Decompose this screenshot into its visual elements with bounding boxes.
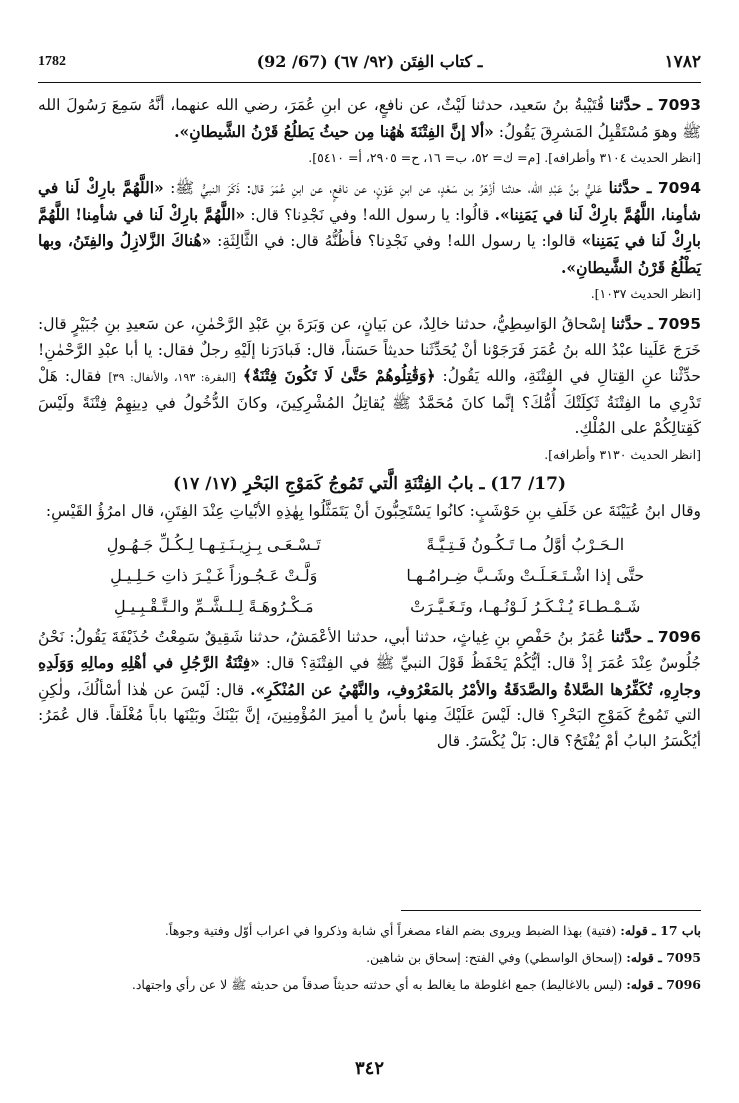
hadith-text: قُتَيْبةُ بنُ سَعيد، حدثنا لَيْثٌ، عن نافعٍ، عن ابنِ عُمَرَ، رضي الله عنهما، أنَّهُ سَمِعَ رَسُولَ الله ﷺ وهوَ مُسْتَقْبِلُ المَشرِقَ يَقُولُ: xyxy=(38,96,701,141)
hadith-text: فقال: هَلْ تَدْرِي ما الفِتْنَةُ ثَكِلَتْكَ أُمُّكَ؟ إنَّما كانَ مُحَمَّدٌ ﷺ يُقاتِلُ المُشْرِكِينَ، وكانَ الدُّخُولُ في دِينِهِمْ فِتْنَةً ولَيْسَ كَقِتالِكُمْ على المُلْكِ. xyxy=(38,367,701,437)
footnotes xyxy=(38,910,701,998)
poem-hemistich: شَـمْـطـاءَ يُـنْـكَـرُ لَـوْنُـهـا، وتَـغَـيَّـرَتْ xyxy=(410,596,641,616)
hadith-7094 xyxy=(38,175,701,281)
haddathana-label: ـ حدَّثنا xyxy=(610,626,653,646)
hadith-reference: [انظر الحديث ٣١٣٠ وأطرافه]. xyxy=(544,446,701,462)
footnote xyxy=(38,917,701,944)
quran-verse: ﴿وَقَٰتِلُوهُمْ حَتَّىٰ لَا تَكُونَ فِتْنَةٌ﴾ xyxy=(242,366,436,385)
hadith-number: 7094 xyxy=(657,179,701,197)
hadith-text: قالُوا: يا رسول الله! وفي نَجْدِنا؟ قال: xyxy=(250,205,490,224)
haddathana-label: ـ حدَّثنا xyxy=(609,95,653,114)
poem-hemistich: حتَّى إذا اشْـتَـعَـلَـتْ وشَـبَّ ضِـرامُـهـا xyxy=(406,565,645,585)
prophetic-quote: «اللَّهُمَّ بارِكْ لَنا في شأمِنا، اللَّهُمَّ بارِكْ لَنا في يَمَنِنا». xyxy=(38,178,702,224)
page-number-latin: 1782 xyxy=(38,54,66,69)
footnote-label: 7096 ـ قوله: xyxy=(626,977,701,992)
page-number-arabic: ١٧٨٢ xyxy=(664,52,701,72)
hadith-reference: [انظر الحديث ٣١٠٤ وأطرافه]. [م= ك= ٥٢، ب= ١٦، ح= ٢٩٠٥، أ= ٥٤١٠]. xyxy=(308,150,701,165)
footnote-label: 7095 ـ قوله: xyxy=(626,950,701,965)
hadith-text: إسْحاقُ الوَاسِطِيُّ، حدثنا خالِدٌ، عن بَيانٍ، عن وَبَرَةَ بنِ عَبْدِ الرَّحْمٰنِ، عن سَعيدِ بنِ جُبَيْرٍ قال: خَرَجَ عَلَينا عبْدُ الله بنُ عُمَرَ فَرَجَوْنا أنْ يُحَدِّثَنا حديثاً حَسَناً، قال: فَبادَرَنا إلَيْهِ رجلٌ فقال: يا أبا عبْدِ الرَّحْمٰنِ! حدِّثْنا عنِ القِتالِ في الفِتْنَةِ، والله يَقُولُ: xyxy=(38,315,701,385)
page-header xyxy=(38,50,701,83)
hadith-number: 7093 xyxy=(657,96,701,114)
hadith-7096 xyxy=(38,624,701,755)
footnote xyxy=(38,971,701,998)
chapter-intro: وقال ابنُ عُيَيْنَةَ عن خَلَفِ بنِ حَوْشَبٍ: كانُوا يَسْتَحِبُّونَ أنْ يَتَمَثَّلُوا بِهٰذِهِ الأبْياتِ عِنْدَ الفِتَنِ، قال امرُؤُ القَيْسِ: xyxy=(45,502,701,520)
poem-hemistich: تَـسْـعَـى بِـزِيـنَـتِـهـا لِـكُـلِّ جَـهُـولِ xyxy=(106,534,321,554)
page-footer-number: ٣٤٢ xyxy=(354,1058,384,1079)
hadith-number: 7096 xyxy=(657,627,701,646)
prophetic-quote: «اللَّهُمَّ بارِكْ لَنا في شأمِنا! اللَّهُمَّ بارِكْ لَنا في يَمَنِنا» xyxy=(38,204,701,250)
haddathana-label: ـ حدَّثنا xyxy=(611,314,653,333)
poem-hemistich: الـحَـرْبُ أوَّلُ مـا تَـكُـونُ فَـتِـيَّـةً xyxy=(426,534,625,554)
footnote xyxy=(38,944,701,971)
hadith-text: قالوا: يا رسول الله! وفي نَجْدِنا؟ فأظُنُّهُ قال: في الثَّالِثَةِ: xyxy=(217,232,576,250)
footnote-text: (ليس بالاغاليط) جمع اغلوطة ما يغالط به أي حدثته حديثاً صدقاً من حديثه ﷺ لا عن رأي واجتهاد. xyxy=(131,977,623,992)
hadith-text: قال: لَيْسَ عن هٰذا أسْألُكَ، ولٰكِنِ التي تَمُوجُ كَمَوْجِ البَحْرِ؟ قال: لَيْسَ عَلَيْكَ مِنها بأسٌ يا أميرَ المُؤْمِنِينَ، إنَّ بَيْنَكَ وبَيْنَها باباً مُغْلَقاً. قال عُمَرُ: أيُكْسَرُ البابُ أمْ يُفْتَحُ؟ قال: بَلْ يُكْسَرُ. قال xyxy=(38,680,701,750)
poem-hemistich: مَـكْـرُوهَـةً لِـلـشَّـمِّ والـتَّـقْـبِـيـلِ xyxy=(113,596,314,616)
main-text xyxy=(38,92,701,756)
footnote-text: (إسحاق الواسطي) وفي الفتح: إسحاق بن شاهين. xyxy=(366,950,623,965)
hadith-7095 xyxy=(38,311,701,442)
running-title: ـ كتاب الفِتَن (٩٢/ ٦٧) (67/ 92) xyxy=(256,52,483,71)
prophetic-quote: «ألا إنَّ الفِتْنَةَ هٰهُنا مِن حيثُ يَطلُعُ قَرْنُ الشَّيطانِ». xyxy=(174,121,494,141)
poem-hemistich: وَلَّـتْ عَـجُـوزاً غَـيْـرَ ذاتِ حَـلِـيـلِ xyxy=(110,565,318,585)
hadith-text: عَليُّ بنُ عَبْدِ الله، حدثنا أزْهَرُ بن سَعْدٍ، عن ابنِ عَوْنٍ، عن نافعٍ، عن ابنِ عُمَرَ قال: ذَكَرَ النبيُّ ﷺ: xyxy=(170,179,603,197)
footnote-label: باب 17 ـ قوله: xyxy=(620,923,701,938)
prophetic-quote: «فِتْنَةُ الرَّجُلِ في أهْلِهِ ومالِهِ وَوَلَدِهِ وجارِهِ، تُكَفِّرُها الصَّلاةُ والصَّدَقَةُ والأمْرُ بالمَعْرُوفِ، والنَّهْيُ عن المُنْكَرِ». xyxy=(38,653,701,699)
footnote-divider xyxy=(401,910,701,911)
poem xyxy=(78,529,661,622)
hadith-reference: [انظر الحديث ١٠٣٧]. xyxy=(590,286,701,301)
quran-reference: [البقرة: ١٩٣، والأنفال: ٣٩] xyxy=(108,371,236,384)
hadith-text: عُمَرُ بنُ حَفْصِ بنِ غِياثٍ، حدثنا أبي، حدثنا الأعْمَشُ، حدثنا شَقِيقٌ سَمِعْتُ حُذَيْفَةَ يَقُولُ: نَحْنُ جُلُوسٌ عِنْدَ عُمَرَ إذْ قال: أيُّكُمْ يَحْفَظُ قَوْلَ النبيِّ ﷺ في الفِتْنَةِ؟ قال: xyxy=(38,627,701,672)
footnote-text: (فتية) بهذا الضبط ويروى بضم الفاء مصغراً أي شابة وذكروا في اعراب أوّل وفتية وجوهاً. xyxy=(164,923,617,938)
hadith-number: 7095 xyxy=(657,315,701,333)
prophetic-quote: «هُناكَ الزَّلازِلُ والفِتَنُ، وبها يَطْلُعُ قَرْنُ الشَّيطانِ». xyxy=(38,231,701,277)
haddathana-label: ـ حدَّثنا xyxy=(608,178,652,197)
chapter-title: (17/ 17) ـ بابُ الفِتْنَةِ الَّتي تَمُوجُ كَمَوْجِ البَحْرِ (١٧/ ١٧) xyxy=(172,473,567,494)
hadith-7093 xyxy=(38,92,701,145)
